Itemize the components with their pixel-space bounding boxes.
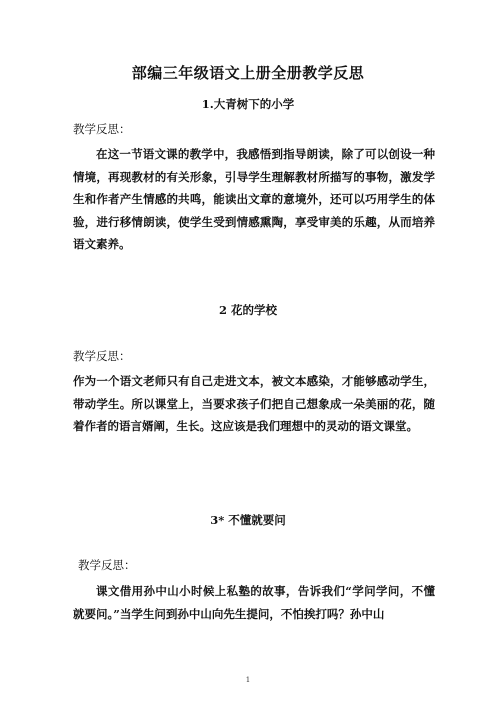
page-number: 1 (245, 676, 251, 684)
document-title: 部编三年级语文上册全册教学反思 (131, 64, 365, 82)
section-heading: 2 花的学校 (218, 303, 277, 317)
section-label: 教学反思： (78, 558, 136, 572)
section-paragraph: 课文借用孙中山小时候上私塾的故事，告诉我们“学问学问，不懂就要问。”当学生问到孙中山向先生提问，不怕挨打吗？孙中山 (73, 584, 435, 621)
section-heading: 1.大青树下的小学 (201, 97, 295, 111)
section-heading: 3* 不懂就要问 (210, 513, 286, 527)
section-paragraph: 在这一节语文课的教学中，我感悟到指导朗读，除了可以创设一种情境，再现教材的有关形象，引导学生理解教材所描写的事物，激发学生和作者产生情感的共鸣，能读出文章的意境外，还可以巧用学生的体验，进行移情朗读，使学生受到情感熏陶，享受审美的乐趣，从而培养语文素养。 (73, 147, 435, 251)
section-paragraph: 作为一个语文老师只有自己走进文本，被文本感染，才能够感动学生，带动学生。所以课堂上，当要求孩子们把自己想象成一朵美丽的花，随着作者的语言婿阐，生长。这应该是我们理想中的灵动的语文课堂。 (73, 374, 435, 433)
section-label: 教学反思： (73, 349, 131, 363)
section-label: 教学反思： (73, 122, 131, 136)
